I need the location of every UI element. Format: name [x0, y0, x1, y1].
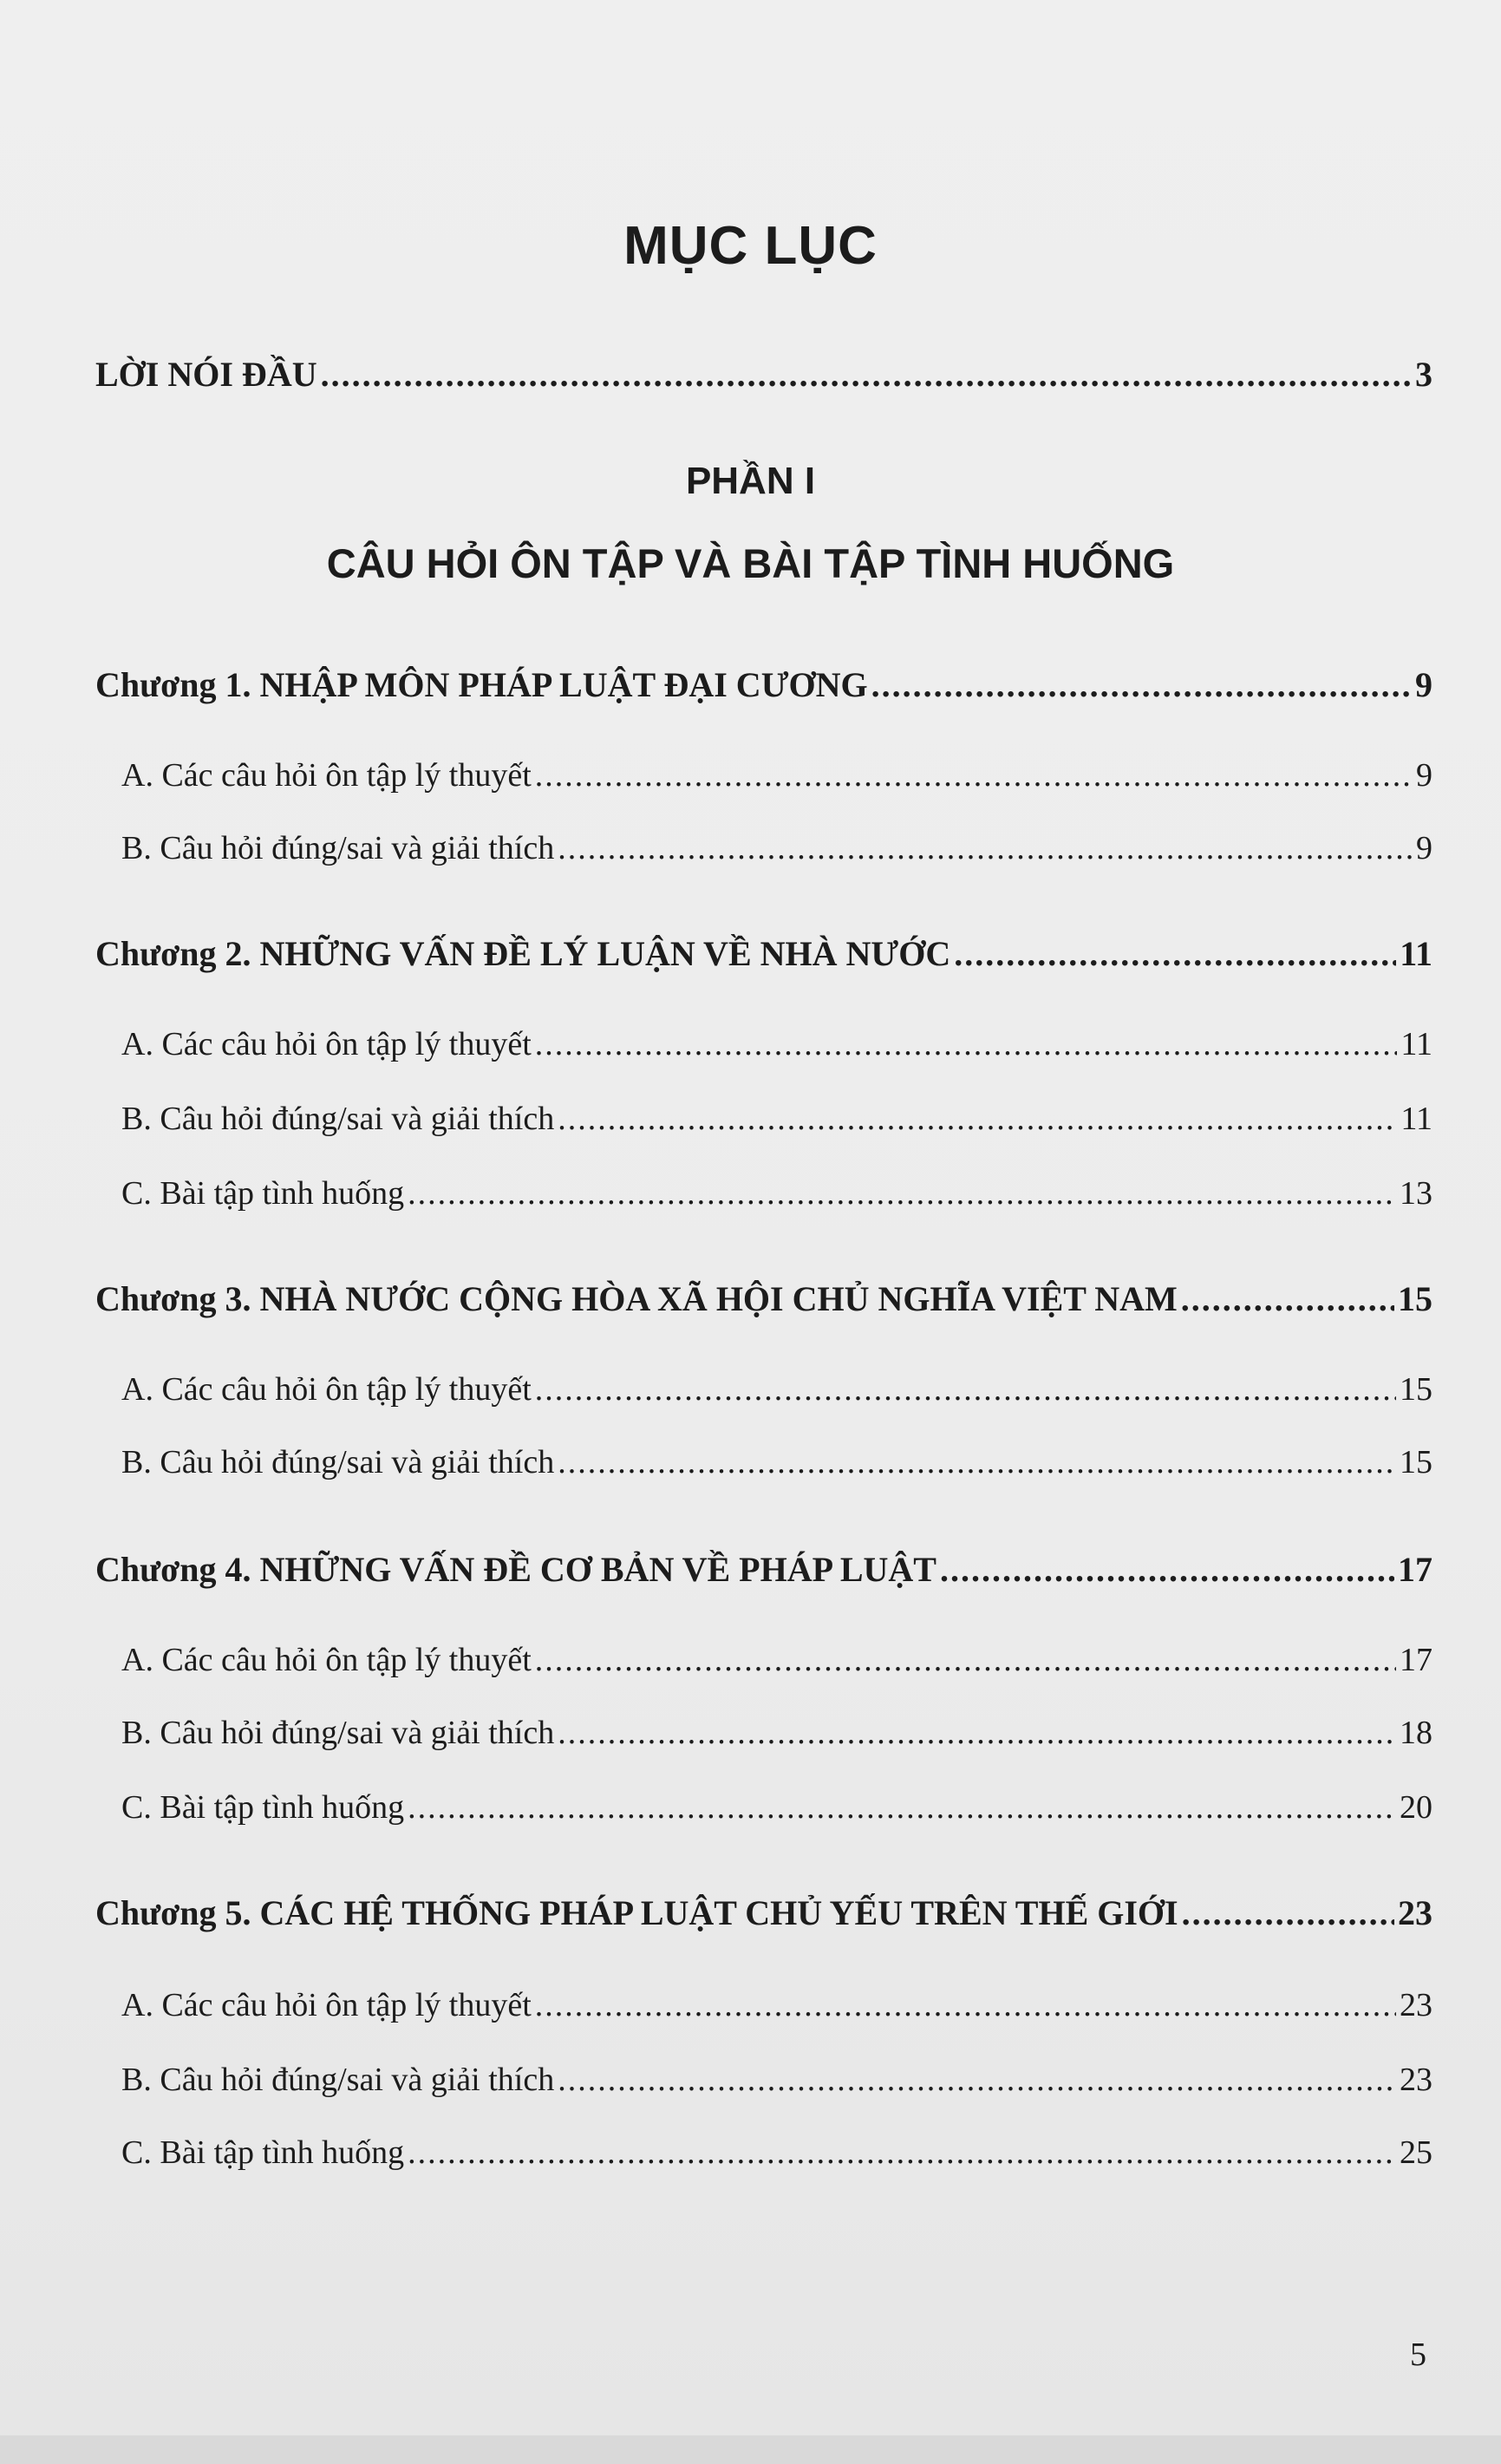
section-label: A. Các câu hỏi ôn tập lý thuyết — [121, 757, 532, 794]
section-label: C. Bài tập tình huống — [121, 2134, 405, 2171]
section-label: B. Câu hỏi đúng/sai và giải thích — [121, 1101, 555, 1137]
toc-page-number: 11 — [1400, 1026, 1432, 1062]
toc-page-number: 15 — [1400, 1444, 1432, 1480]
page-title: MỤC LỤC — [623, 216, 878, 276]
section-label: A. Các câu hỏi ôn tập lý thuyết — [121, 1642, 532, 1678]
toc-page-number: 23 — [1398, 1893, 1432, 1932]
dot-leader — [558, 2061, 1396, 2099]
toc-section — [121, 1370, 1432, 1408]
toc-chapter-1 — [95, 664, 1432, 705]
section-label: B. Câu hỏi đúng/sai và giải thích — [121, 830, 555, 866]
toc-section — [121, 1174, 1432, 1212]
toc-page-number: 9 — [1416, 757, 1432, 794]
toc-section — [121, 1641, 1432, 1679]
chapter-label: Chương 5. CÁC HỆ THỐNG PHÁP LUẬT CHỦ YẾU TRÊN THẾ GIỚI — [95, 1893, 1178, 1932]
dot-leader — [535, 1641, 1396, 1679]
toc-entry-preface — [95, 354, 1432, 395]
section-label: A. Các câu hỏi ôn tập lý thuyết — [121, 1026, 532, 1062]
section-label: C. Bài tập tình huống — [121, 1789, 405, 1826]
chapter-label: Chương 2. NHỮNG VẤN ĐỀ LÝ LUẬN VỀ NHÀ NƯỚC — [95, 934, 951, 973]
dot-leader — [321, 354, 1412, 395]
section-label: A. Các câu hỏi ôn tập lý thuyết — [121, 1987, 532, 2023]
section-label: B. Câu hỏi đúng/sai và giải thích — [121, 2062, 555, 2098]
toc-chapter-5 — [95, 1892, 1432, 1933]
toc-page-number: 13 — [1400, 1175, 1432, 1212]
toc-page-number: 20 — [1400, 1789, 1432, 1826]
part-title: CÂU HỎI ÔN TẬP VÀ BÀI TẬP TÌNH HUỐNG — [326, 540, 1175, 586]
section-label: B. Câu hỏi đúng/sai và giải thích — [121, 1715, 555, 1751]
dot-leader — [1182, 1892, 1394, 1933]
toc-section — [121, 1025, 1432, 1063]
dot-leader — [408, 2134, 1396, 2172]
dot-leader — [940, 1549, 1394, 1590]
toc-page-number: 9 — [1416, 830, 1432, 866]
dot-leader — [535, 756, 1413, 794]
toc-section — [121, 756, 1432, 794]
page-folio-number: 5 — [1410, 2337, 1426, 2373]
toc-section — [121, 1443, 1432, 1481]
page-bottom-edge — [0, 2435, 1501, 2464]
chapter-label: Chương 3. NHÀ NƯỚC CỘNG HÒA XÃ HỘI CHỦ NGHĨA VIỆT NAM — [95, 1279, 1178, 1318]
section-label: B. Câu hỏi đúng/sai và giải thích — [121, 1444, 555, 1480]
dot-leader — [408, 1788, 1396, 1827]
dot-leader — [558, 1714, 1396, 1752]
chapter-label: Chương 4. NHỮNG VẤN ĐỀ CƠ BẢN VỀ PHÁP LUẬT — [95, 1550, 936, 1589]
chapter-label: Chương 1. NHẬP MÔN PHÁP LUẬT ĐẠI CƯƠNG — [95, 665, 868, 704]
section-label: A. Các câu hỏi ôn tập lý thuyết — [121, 1371, 532, 1408]
toc-section — [121, 1100, 1432, 1138]
toc-page-number: 9 — [1415, 665, 1432, 704]
dot-leader — [1181, 1278, 1394, 1319]
toc-page-number: 3 — [1415, 355, 1432, 394]
dot-leader — [535, 1025, 1398, 1063]
toc-chapter-3 — [95, 1278, 1432, 1319]
toc-section — [121, 2134, 1432, 2172]
toc-section — [121, 1714, 1432, 1752]
toc-page-number: 23 — [1400, 1987, 1432, 2023]
toc-page-number: 25 — [1400, 2134, 1432, 2171]
dot-leader — [871, 664, 1412, 705]
toc-section — [121, 1986, 1432, 2024]
dot-leader — [558, 1100, 1397, 1138]
dot-leader — [535, 1986, 1396, 2024]
dot-leader — [558, 1443, 1396, 1481]
toc-page-number: 23 — [1400, 2062, 1432, 2098]
toc-section — [121, 1788, 1432, 1827]
toc-page-number: 17 — [1398, 1550, 1432, 1589]
toc-page-number: 15 — [1400, 1371, 1432, 1408]
dot-leader — [954, 933, 1396, 974]
toc-chapter-2 — [95, 933, 1432, 974]
toc-section — [121, 829, 1432, 867]
toc-section — [121, 2061, 1432, 2099]
toc-page-number: 18 — [1400, 1715, 1432, 1751]
part-label: PHẦN I — [685, 460, 816, 502]
toc-page-number: 17 — [1400, 1642, 1432, 1678]
dot-leader — [558, 829, 1413, 867]
toc-entry-label: LỜI NÓI ĐẦU — [95, 355, 317, 394]
dot-leader — [535, 1370, 1396, 1408]
toc-page-number: 15 — [1398, 1279, 1432, 1318]
dot-leader — [408, 1174, 1396, 1212]
toc-page-number: 11 — [1400, 934, 1432, 973]
section-label: C. Bài tập tình huống — [121, 1175, 405, 1212]
toc-page-number: 11 — [1400, 1101, 1432, 1137]
toc-chapter-4 — [95, 1549, 1432, 1590]
